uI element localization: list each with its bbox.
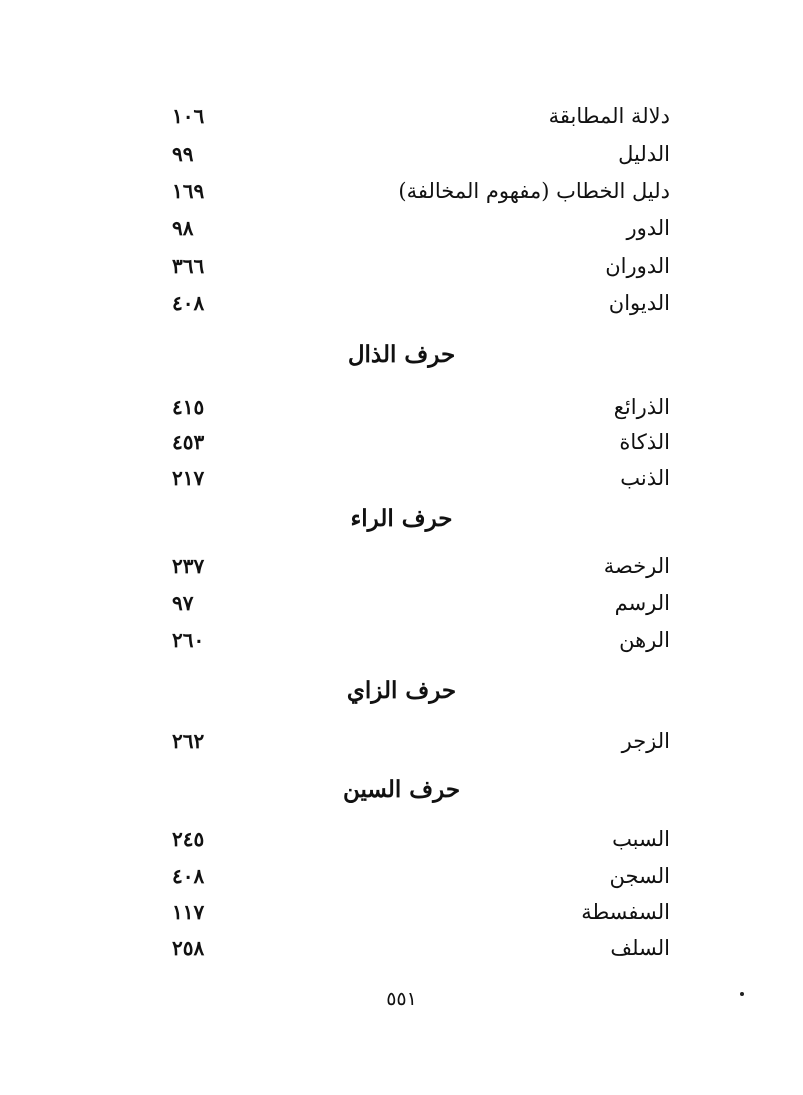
index-entry	[150, 430, 670, 464]
entry-page-number: ٢٣٧	[172, 554, 205, 578]
section-heading: حرف الزاي	[346, 677, 457, 704]
page-number: ٥٥١	[386, 988, 417, 1010]
index-entry	[150, 628, 670, 662]
margin-mark	[740, 992, 744, 996]
index-entry	[150, 554, 670, 588]
section-heading: حرف الذال	[347, 341, 456, 368]
entry-term: الديوان	[608, 291, 670, 315]
index-entry	[150, 291, 670, 325]
section-heading: حرف الراء	[350, 505, 453, 532]
entry-term: الدوران	[605, 254, 670, 278]
entry-page-number: ٢١٧	[172, 466, 205, 490]
entry-term: الرخصة	[603, 554, 670, 578]
entry-page-number: ٢٦٠	[172, 628, 205, 652]
index-entry	[150, 591, 670, 625]
index-entry	[150, 216, 670, 250]
entry-page-number: ١١٧	[172, 900, 205, 924]
entry-term: دليل الخطاب (مفهوم المخالفة)	[398, 179, 670, 203]
entry-page-number: ٣٦٦	[172, 254, 205, 278]
index-entry	[150, 729, 670, 763]
entry-term: الرهن	[619, 628, 670, 652]
index-entry	[150, 395, 670, 429]
entry-page-number: ٤٠٨	[172, 291, 205, 315]
entry-term: الزجر	[621, 729, 670, 753]
entry-page-number: ٩٨	[172, 216, 194, 240]
entry-term: الذكاة	[619, 430, 670, 454]
entry-term: السفسطة	[581, 900, 670, 924]
index-entry	[150, 936, 670, 970]
index-entry	[150, 179, 670, 213]
index-entry	[150, 827, 670, 861]
entry-term: السجن	[609, 864, 670, 888]
index-entry	[150, 142, 670, 176]
entry-term: الذرائع	[613, 395, 670, 419]
entry-term: الدور	[626, 216, 670, 240]
index-entry	[150, 900, 670, 934]
entry-page-number: ٢٦٢	[172, 729, 205, 753]
entry-page-number: ٩٩	[172, 142, 194, 166]
entry-page-number: ٩٧	[172, 591, 194, 615]
entry-term: الرسم	[614, 591, 670, 615]
section-heading: حرف السين	[342, 776, 461, 803]
entry-page-number: ٤٠٨	[172, 864, 205, 888]
entry-term: دلالة المطابقة	[548, 104, 670, 128]
index-entry	[150, 864, 670, 898]
entry-page-number: ٢٤٥	[172, 827, 205, 851]
index-entry	[150, 254, 670, 288]
entry-term: الدليل	[618, 142, 670, 166]
entry-page-number: ٤١٥	[172, 395, 205, 419]
index-entry	[150, 466, 670, 500]
entry-term: الذنب	[620, 466, 670, 490]
entry-page-number: ٤٥٣	[172, 430, 205, 454]
entry-term: السلف	[610, 936, 670, 960]
entry-term: السبب	[612, 827, 670, 851]
entry-page-number: ١٠٦	[172, 104, 205, 128]
index-entry	[150, 104, 670, 138]
entry-page-number: ١٦٩	[172, 179, 205, 203]
entry-page-number: ٢٥٨	[172, 936, 205, 960]
